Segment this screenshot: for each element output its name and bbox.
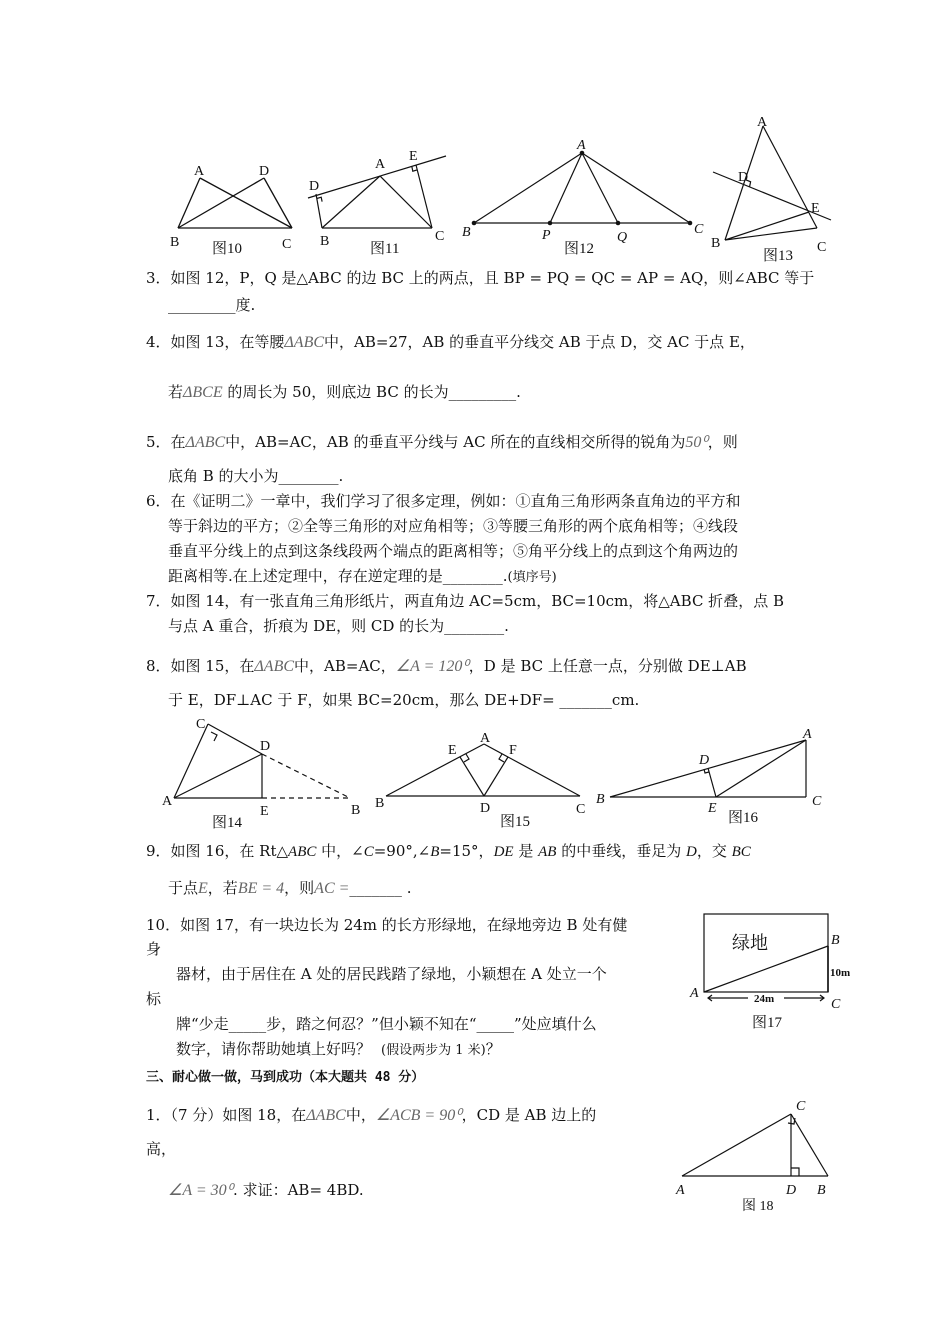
fig18-label-c: C	[796, 1099, 806, 1114]
q4-text: 4．如图 13，在等腰	[146, 333, 285, 351]
fig13-label-d: D	[738, 170, 749, 185]
figure-12	[460, 135, 715, 260]
figure-18	[672, 1094, 842, 1219]
q10-hint: (假设两步为 1 米)	[381, 1043, 486, 1058]
figure-16-drawing	[594, 722, 834, 832]
p1-line-1	[146, 1105, 596, 1126]
q8-text: 8．如图 15，在	[146, 657, 255, 675]
q4-line-1	[146, 332, 755, 353]
q8-math: ΔABC	[254, 658, 295, 675]
q9-text: ，若	[207, 879, 238, 897]
q9-text: ，则	[284, 879, 315, 897]
q4-math: ΔABC	[284, 334, 325, 351]
fig13-label-c: C	[817, 240, 827, 255]
q8-math: ∠A = 120⁰	[395, 658, 469, 675]
fig16-caption: 图16	[728, 810, 759, 826]
q8-text: 中，AB=AC，	[294, 657, 396, 675]
q6-line-1: 6．在《证明二》一章中，我们学习了很多定理，例如：①直角三角形两条直角边的平方和	[146, 492, 741, 510]
fig11-caption: 图11	[370, 241, 400, 257]
fig17-height-label: 10m	[830, 967, 851, 979]
q5-math: ΔABC	[185, 434, 226, 451]
q10-line-4: 标	[146, 990, 162, 1008]
fig11-label-b: B	[320, 234, 330, 249]
fig18-label-b: B	[817, 1183, 826, 1198]
fig14-label-a: A	[162, 794, 173, 809]
fig18-caption: 图 18	[742, 1199, 774, 1214]
q9-line-2	[168, 878, 411, 899]
q9-math: E	[198, 880, 208, 897]
fig12-label-p: P	[542, 228, 551, 243]
q5-text: ，则	[707, 433, 738, 451]
figure-13	[705, 108, 840, 268]
q9-text: 是	[513, 842, 539, 860]
fig14-label-e: E	[260, 804, 269, 819]
q6-hint: (填序号)	[507, 570, 557, 585]
fig18-label-a: A	[676, 1183, 685, 1198]
fig14-label-c: C	[196, 717, 206, 732]
p1-math: ∠ACB = 90⁰	[375, 1107, 462, 1124]
q10-line-3: 器材，由于居住在 A 处的居民践踏了绿地，小颖想在 A 处立一个	[176, 965, 607, 983]
figure-12-drawing	[460, 135, 715, 260]
q3-line-2: _________度.	[168, 296, 256, 314]
q6-line-4	[168, 566, 557, 588]
fig14-label-b: B	[351, 803, 361, 818]
fig12-label-c: C	[694, 222, 704, 237]
fig15-label-f: F	[509, 743, 517, 758]
fig15-label-e: E	[448, 743, 457, 758]
fig12-label-q: Q	[617, 230, 628, 245]
q7-line-1: 7．如图 14，有一张直角三角形纸片，两直角边 AC=5cm，BC=10cm，将△ABC 折叠，点 B	[146, 592, 784, 610]
q10-line-1: 10．如图 17，有一块边长为 24m 的长方形绿地，在绿地旁边 B 处有健	[146, 916, 628, 934]
fig16-label-a: A	[803, 727, 812, 742]
figure-17	[688, 906, 851, 1036]
q9-italic: BC	[731, 844, 751, 860]
fig12-label-b: B	[462, 225, 471, 240]
q9-text: ，交	[696, 842, 732, 860]
fig12-caption: 图12	[564, 241, 595, 257]
figure-14	[158, 712, 368, 832]
q4-math: ΔBCE	[183, 384, 223, 401]
q8-line-2: 于 E，DF⊥AC 于 F，如果 BC=20cm，那么 DE+DF= _______cm.	[168, 691, 640, 709]
figure-10	[166, 160, 296, 260]
q8-line-1	[146, 656, 747, 677]
fig17-width-label: 24m	[754, 993, 775, 1005]
fig10-label-a: A	[194, 164, 205, 179]
q9-italic: AB	[538, 844, 557, 860]
q4-text: 中，AB=27，AB 的垂直平分线交 AB 于点 D，交 AC 于点 E，	[324, 333, 755, 351]
fig16-label-b: B	[596, 792, 605, 807]
fig15-label-b: B	[375, 796, 385, 811]
q10-line-5: 牌“少走_____步，踏之何忍？”但小颖不知在“_____”处应填什么	[176, 1015, 597, 1033]
q9-italic: C	[363, 844, 374, 860]
figure-15-drawing	[370, 724, 595, 834]
q10-text: ？	[485, 1040, 501, 1058]
figure-17-drawing	[688, 906, 851, 1036]
q9-italic: DE	[493, 844, 514, 860]
q9-text: 于点	[168, 879, 199, 897]
fig16-label-d: D	[699, 753, 710, 768]
q4-text: 若	[168, 383, 184, 401]
fig10-label-b: B	[170, 235, 180, 250]
q10-line-6	[176, 1039, 501, 1061]
figure-11-drawing	[300, 140, 460, 260]
fig11-label-c: C	[435, 229, 445, 244]
p1-text: . 求证：AB= 4BD.	[233, 1181, 364, 1199]
fig13-label-b: B	[711, 236, 721, 251]
p1-text: ，CD 是 AB 边上的	[461, 1106, 597, 1124]
fig17-label-a: A	[690, 986, 699, 1001]
q7-line-2: 与点 A 重合，折痕为 DE，则 CD 的长为________.	[168, 617, 509, 635]
fig15-caption: 图15	[500, 814, 531, 830]
q9-italic: D	[685, 844, 697, 860]
q9-text: =90°,∠	[373, 842, 431, 860]
figure-10-drawing	[166, 160, 296, 260]
fig11-label-d: D	[309, 179, 320, 194]
q3-line-1: 3．如图 12，P，Q 是△ABC 的边 BC 上的两点，且 BP = PQ = QC = AP = AQ，则∠ABC 等于	[146, 269, 815, 287]
fig17-label-c: C	[831, 997, 841, 1012]
fig11-label-e: E	[409, 149, 418, 164]
fig17-lawn-label: 绿地	[732, 933, 768, 953]
fig13-label-e: E	[811, 201, 820, 216]
fig10-label-c: C	[282, 237, 292, 252]
q5-line-1	[146, 432, 738, 453]
figure-15	[370, 724, 595, 834]
q8-text: ，D 是 BC 上任意一点，分别做 DE⊥AB	[468, 657, 747, 675]
q5-text: 5．在	[146, 433, 186, 451]
fig11-label-a: A	[375, 157, 386, 172]
figure-14-drawing	[158, 712, 368, 832]
section-3-title: 三、耐心做一做，马到成功（本大题共 48 分）	[146, 1070, 425, 1085]
fig16-label-e: E	[708, 801, 717, 816]
figure-16	[594, 722, 834, 832]
q6-line-2: 等于斜边的平方；②全等三角形的对应角相等；③等腰三角形的两个底角相等；④线段	[168, 517, 739, 535]
p1-math: ∠A = 30⁰	[168, 1182, 234, 1199]
fig17-label-b: B	[831, 933, 840, 948]
q9-italic: B	[430, 844, 440, 860]
q5-math: 50⁰	[685, 434, 708, 451]
q6-text: 距离相等.在上述定理中，存在逆定理的是________.	[168, 567, 508, 585]
fig10-caption: 图10	[212, 241, 243, 257]
q9-italic: ABC	[288, 844, 317, 860]
p1-line-3	[168, 1180, 364, 1201]
fig18-label-d: D	[786, 1183, 797, 1198]
fig12-label-a: A	[577, 138, 586, 153]
q10-line-2: 身	[146, 940, 162, 958]
q4-line-2	[168, 382, 521, 403]
q10-text: 数字，请你帮助她填上好吗？	[176, 1040, 372, 1058]
fig15-label-a: A	[480, 731, 491, 746]
q9-text: _______ .	[349, 879, 412, 897]
fig13-label-a: A	[757, 115, 768, 130]
q9-text: =15°，	[439, 842, 494, 860]
figure-18-drawing	[672, 1094, 842, 1219]
q5-text: 中，AB=AC，AB 的垂直平分线与 AC 所在的直线相交所得的锐角为	[225, 433, 686, 451]
fig13-caption: 图13	[763, 248, 794, 264]
fig15-label-d: D	[480, 801, 491, 816]
fig17-caption: 图17	[752, 1015, 783, 1031]
fig15-label-c: C	[576, 802, 586, 817]
q4-text: 的周长为 50，则底边 BC 的长为_________.	[222, 383, 521, 401]
fig14-label-d: D	[260, 739, 271, 754]
fig14-caption: 图14	[212, 815, 243, 831]
q9-text: 的中垂线，垂足为	[556, 842, 686, 860]
q9-line-1	[146, 841, 751, 862]
figure-11	[300, 140, 460, 260]
fig16-label-c: C	[812, 794, 822, 809]
q9-text: 中，∠	[316, 842, 364, 860]
q6-line-3: 垂直平分线上的点到这条线段两个端点的距离相等；⑤角平分线上的点到这个角两边的	[168, 542, 739, 560]
q9-math: AC =	[314, 880, 350, 897]
p1-text: 1．（7 分）如图 18，在	[146, 1106, 307, 1124]
p1-text: 中，	[345, 1106, 376, 1124]
p1-math: ΔABC	[306, 1107, 346, 1124]
q9-text: 9．如图 16，在 Rt△	[146, 842, 289, 860]
p1-line-2: 高，	[146, 1140, 177, 1158]
q5-line-2: 底角 B 的大小为________.	[168, 467, 344, 485]
figure-13-drawing	[705, 108, 840, 268]
q9-math: BE = 4	[237, 880, 285, 897]
fig10-label-d: D	[259, 164, 270, 179]
